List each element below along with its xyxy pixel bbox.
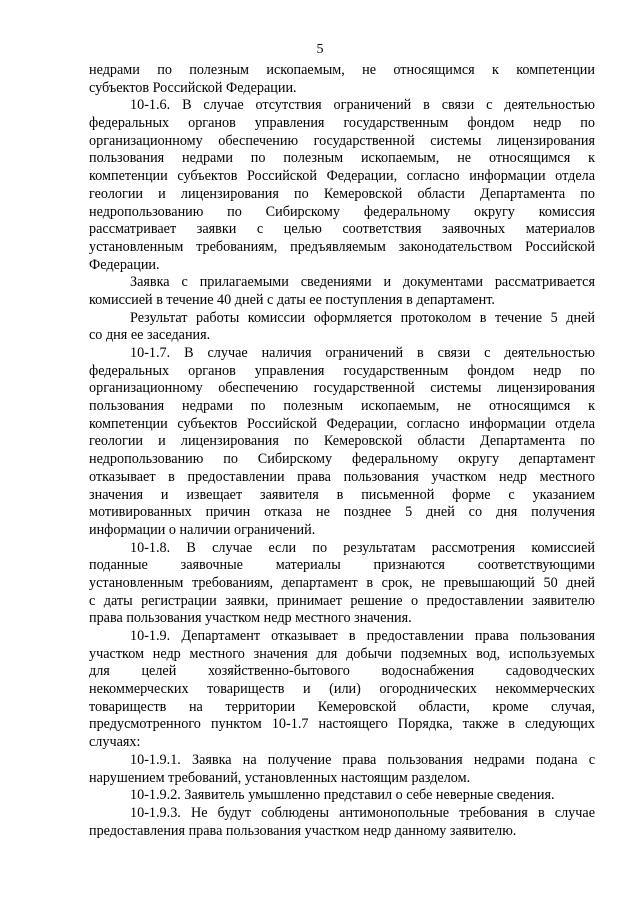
text-line: 10-1.7. В случае наличия ограничений в связи с деятельностью (130, 345, 595, 361)
text-line: 10-1.8. В случае если по результатам рассмотрения комиссией (130, 539, 595, 556)
text-line: Результат работы комиссии оформляется протоколом в течение 5 дней (130, 309, 595, 326)
text-line: установленным требованиям, департамент в срок, не превышающий 50 дней (89, 574, 595, 591)
text-line: 10-1.6. В случае отсутствия ограничений в связи с деятельностью (130, 97, 595, 114)
text-line: 10-1.9.3. Не будут соблюдены антимонопольные требования в случае (130, 804, 595, 821)
text-line: нарушением требований, установленных настоящим разделом. (89, 769, 471, 786)
text-line: компетенции субъектов Российской Федерации, согласно информации отдела (89, 415, 595, 432)
text-line: для целей хозяйственно-бытового водоснабжения садоводческих (89, 663, 595, 680)
text-line: отказывает в предоставлении права пользования участком недр местного (89, 468, 595, 485)
text-line: геологии и лицензирования по Кемеровской области Департамента по (89, 185, 595, 202)
text-line: комиссией в течение 40 дней с даты ее поступления в департамент. (89, 291, 495, 308)
document-text (89, 62, 595, 840)
text-line: 10-1.9. Департамент отказывает в предоставлении права пользования (130, 628, 595, 644)
text-line: Заявка с прилагаемыми сведениями и документами рассматривается (130, 274, 595, 291)
text-line: значения и извещает заявителя в письменной форме с указанием (89, 486, 595, 503)
text-line: организационному обеспечению государственной системы лицензирования (89, 380, 595, 397)
text-line: поданные заявочные материалы признаются соответствующими (89, 557, 595, 574)
text-line: пользования недрами по полезным ископаемым, не относящимся к (89, 150, 595, 167)
text-line: Федерации. (89, 256, 160, 273)
text-line: компетенции субъектов Российской Федерации, согласно информации отдела (89, 168, 595, 185)
page-number: 5 (316, 42, 324, 57)
text-line: геологии и лицензирования по Кемеровской области Департамента по (89, 433, 595, 450)
text-line: рассматривает заявки с целью соответствия заявочных материалов (89, 221, 595, 238)
text-line: предоставления права пользования участком недр данному заявителю. (89, 822, 517, 839)
text-line: предусмотренного пунктом 10-1.7 настоящего Порядка, также в следующих (89, 716, 595, 733)
text-line: установленным требованиям, предъявляемым законодательством Российской (89, 238, 595, 255)
text-line: федеральных органов управления государственным фондом недр по (89, 362, 595, 379)
text-line: недрами по полезным ископаемым, не относящимся к компетенции (89, 62, 595, 78)
text-line: информации о наличии ограничений. (89, 521, 316, 538)
text-line: федеральных органов управления государственным фондом недр по (89, 115, 595, 132)
text-line: со дня ее заседания. (89, 327, 211, 344)
text-line: субъектов Российской Федерации. (89, 79, 297, 96)
text-line: 10-1.9.1. Заявка на получение права пользования недрами подана с (130, 751, 595, 768)
text-line: с даты регистрации заявки, принимает решение о предоставлении заявителю (89, 592, 595, 609)
text-line: права пользования участком недр местного значения. (89, 610, 412, 627)
text-line: некоммерческих товариществ и (или) огороднических некоммерческих (89, 681, 595, 698)
text-line: организационному обеспечению государственной системы лицензирования (89, 132, 595, 149)
text-line: случаях: (89, 734, 141, 751)
text-line: товариществ на территории Кемеровской области, кроме случая, (89, 698, 595, 715)
text-line: мотивированных причин отказа не позднее 5 дней со дня получения (89, 504, 595, 521)
text-line: участком недр местного значения для добычи подземных вод, используемых (89, 645, 595, 662)
text-line: пользования недрами по полезным ископаемым, не относящимся к (89, 398, 595, 415)
text-line: 10-1.9.2. Заявитель умышленно представил о себе неверные сведения. (130, 787, 555, 804)
text-line: недропользованию по Сибирскому федеральному округу департамент (89, 451, 595, 468)
text-line: недропользованию по Сибирскому федеральному округу комиссия (89, 203, 595, 220)
